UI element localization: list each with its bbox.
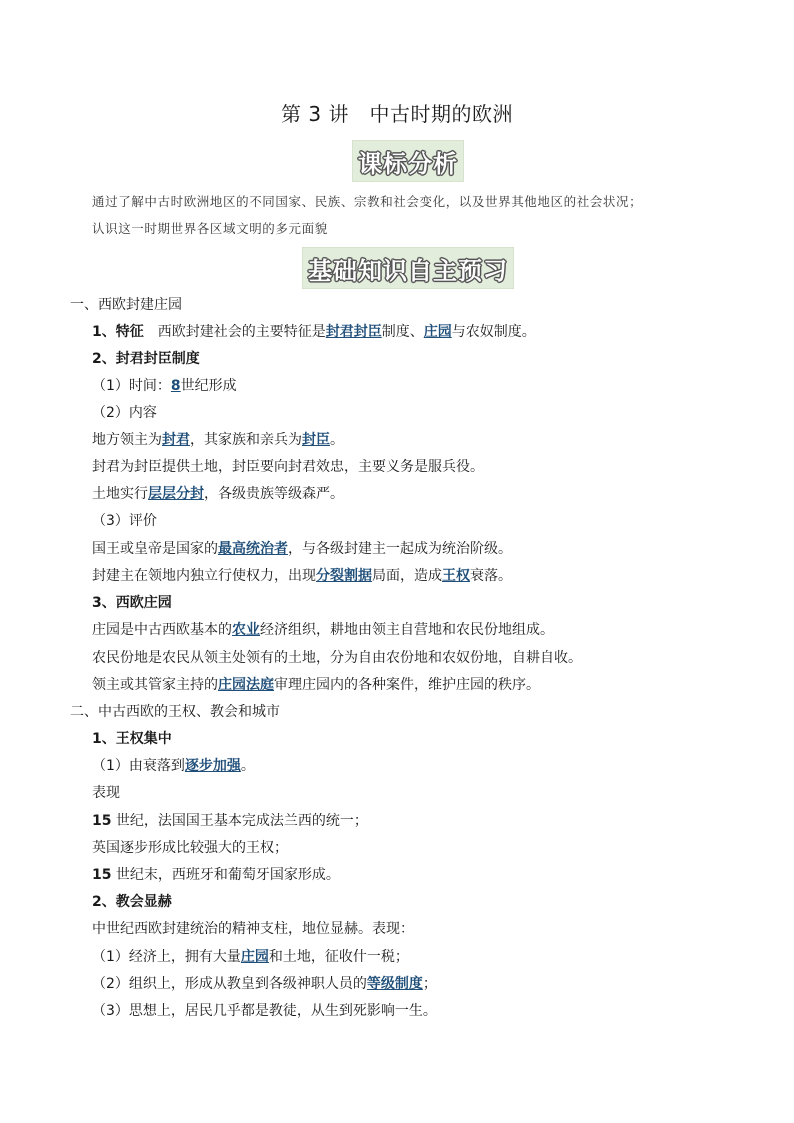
key-term: 封君封臣 [325,324,382,340]
text-line [92,404,157,422]
key-term: 分裂割据 [316,568,372,584]
text-line [92,812,368,830]
text-segment: ，其家族和亲兵为 [190,432,302,448]
page-title: 第 3 讲 中古时期的欧洲 [281,102,513,126]
text-line [92,893,172,911]
text-segment: 。 [240,758,255,774]
key-term: 8 [170,378,181,394]
key-term: 庄园 [240,949,269,965]
text-segment: 世纪末，西班牙和葡萄牙国家形成。 [111,867,340,883]
key-term: 庄园 [423,324,452,340]
text-line [92,676,540,694]
key-term: 庄园法庭 [218,677,274,693]
text-segment: 二、中古西欧的王权、教会和城市 [70,704,280,720]
text-segment: 1、特征 [92,324,144,340]
text-segment: 审理庄园内的各种案件，维护庄园的秩序。 [274,677,540,693]
preview-banner: 基础知识自主预习 [302,247,514,289]
text-segment: 封建主在领地内独立行使权力，出现 [92,568,316,584]
text-segment: 西欧封建社会的主要特征是 [143,324,326,340]
text-segment: 衰落。 [470,568,512,584]
text-line [92,757,255,775]
text-segment: 国王或皇帝是国家的 [92,541,218,557]
text-line [70,703,280,721]
text-segment: 一、西欧封建庄园 [70,297,182,313]
text-segment: 3、西欧庄园 [92,595,172,611]
text-line [92,839,288,857]
text-line [70,296,182,314]
key-term: 最高统治者 [218,541,288,557]
text-segment: （2）内容 [92,405,157,421]
text-line [92,485,344,503]
text-line [92,784,120,802]
text-line [92,540,512,558]
text-line [92,323,536,341]
text-line [92,621,554,639]
key-term: 王权 [442,568,470,584]
intro-line-1: 通过了解中古时欧洲地区的不同国家、民族、宗教和社会变化，以及世界其他地区的社会状况； [92,194,643,209]
text-line [92,594,172,612]
text-segment: 中世纪西欧封建统治的精神支柱，地位显赫。表现： [92,921,414,937]
text-line [92,377,237,395]
text-segment: 15 [92,867,112,883]
key-term: 封君 [162,432,190,448]
text-line [92,866,340,884]
text-line [92,649,582,667]
text-segment: （1）由衰落到 [92,758,185,774]
key-term: 层层分封 [148,486,204,502]
text-line [92,948,409,966]
intro-line-2: 认识这一时期世界各区域文明的多元面貌 [92,221,328,236]
text-segment: ，各级贵族等级森严。 [204,486,344,502]
text-line [92,567,512,585]
text-line [92,1002,437,1020]
text-segment: 和土地，征收什一税； [268,949,409,965]
text-segment: ； [422,976,437,992]
text-segment: 制度、 [381,324,424,340]
text-segment: 土地实行 [92,486,148,502]
text-segment: （1）时间： [92,378,171,394]
text-segment: 封君为封臣提供土地，封臣要向封君效忠，主要义务是服兵役。 [92,459,484,475]
text-segment: 1、王权集中 [92,731,172,747]
text-segment: 地方领主为 [92,432,162,448]
text-segment: 英国逐步形成比较强大的王权； [92,840,288,856]
key-term: 农业 [232,622,260,638]
text-segment: （3）思想上，居民几乎都是教徒，从生到死影响一生。 [92,1003,437,1019]
text-line [92,350,200,368]
key-term: 封臣 [302,432,330,448]
text-segment: 15 [92,813,112,829]
text-segment: （2）组织上，形成从教皇到各级神职人员的 [92,976,367,992]
text-segment: 表现 [92,785,120,801]
text-segment: （1）经济上，拥有大量 [92,949,241,965]
text-segment: ，与各级封建主一起成为统治阶级。 [288,541,512,557]
key-term: 等级制度 [366,976,423,992]
text-segment: 局面，造成 [372,568,442,584]
key-term: 逐步加强 [184,758,241,774]
text-line [92,730,172,748]
text-line [92,920,414,938]
text-line [92,975,437,993]
text-segment: 与农奴制度。 [451,324,536,340]
text-segment: 。 [330,432,344,448]
text-line [92,512,157,530]
text-segment: 2、教会显赫 [92,894,172,910]
text-segment: 经济组织，耕地由领主自营地和农民份地组成。 [260,622,554,638]
text-line [92,458,484,476]
text-segment: 领主或其管家主持的 [92,677,218,693]
text-line [92,431,344,449]
course-standard-banner: 课标分析 [352,140,464,182]
text-segment: （3）评价 [92,513,157,529]
text-segment: 世纪，法国国王基本完成法兰西的统一； [111,813,368,829]
text-segment: 世纪形成 [180,378,237,394]
text-segment: 庄园是中古西欧基本的 [92,622,232,638]
text-segment: 2、封君封臣制度 [92,351,200,367]
text-segment: 农民份地是农民从领主处领有的土地，分为自由农份地和农奴份地，自耕自收。 [92,650,582,666]
